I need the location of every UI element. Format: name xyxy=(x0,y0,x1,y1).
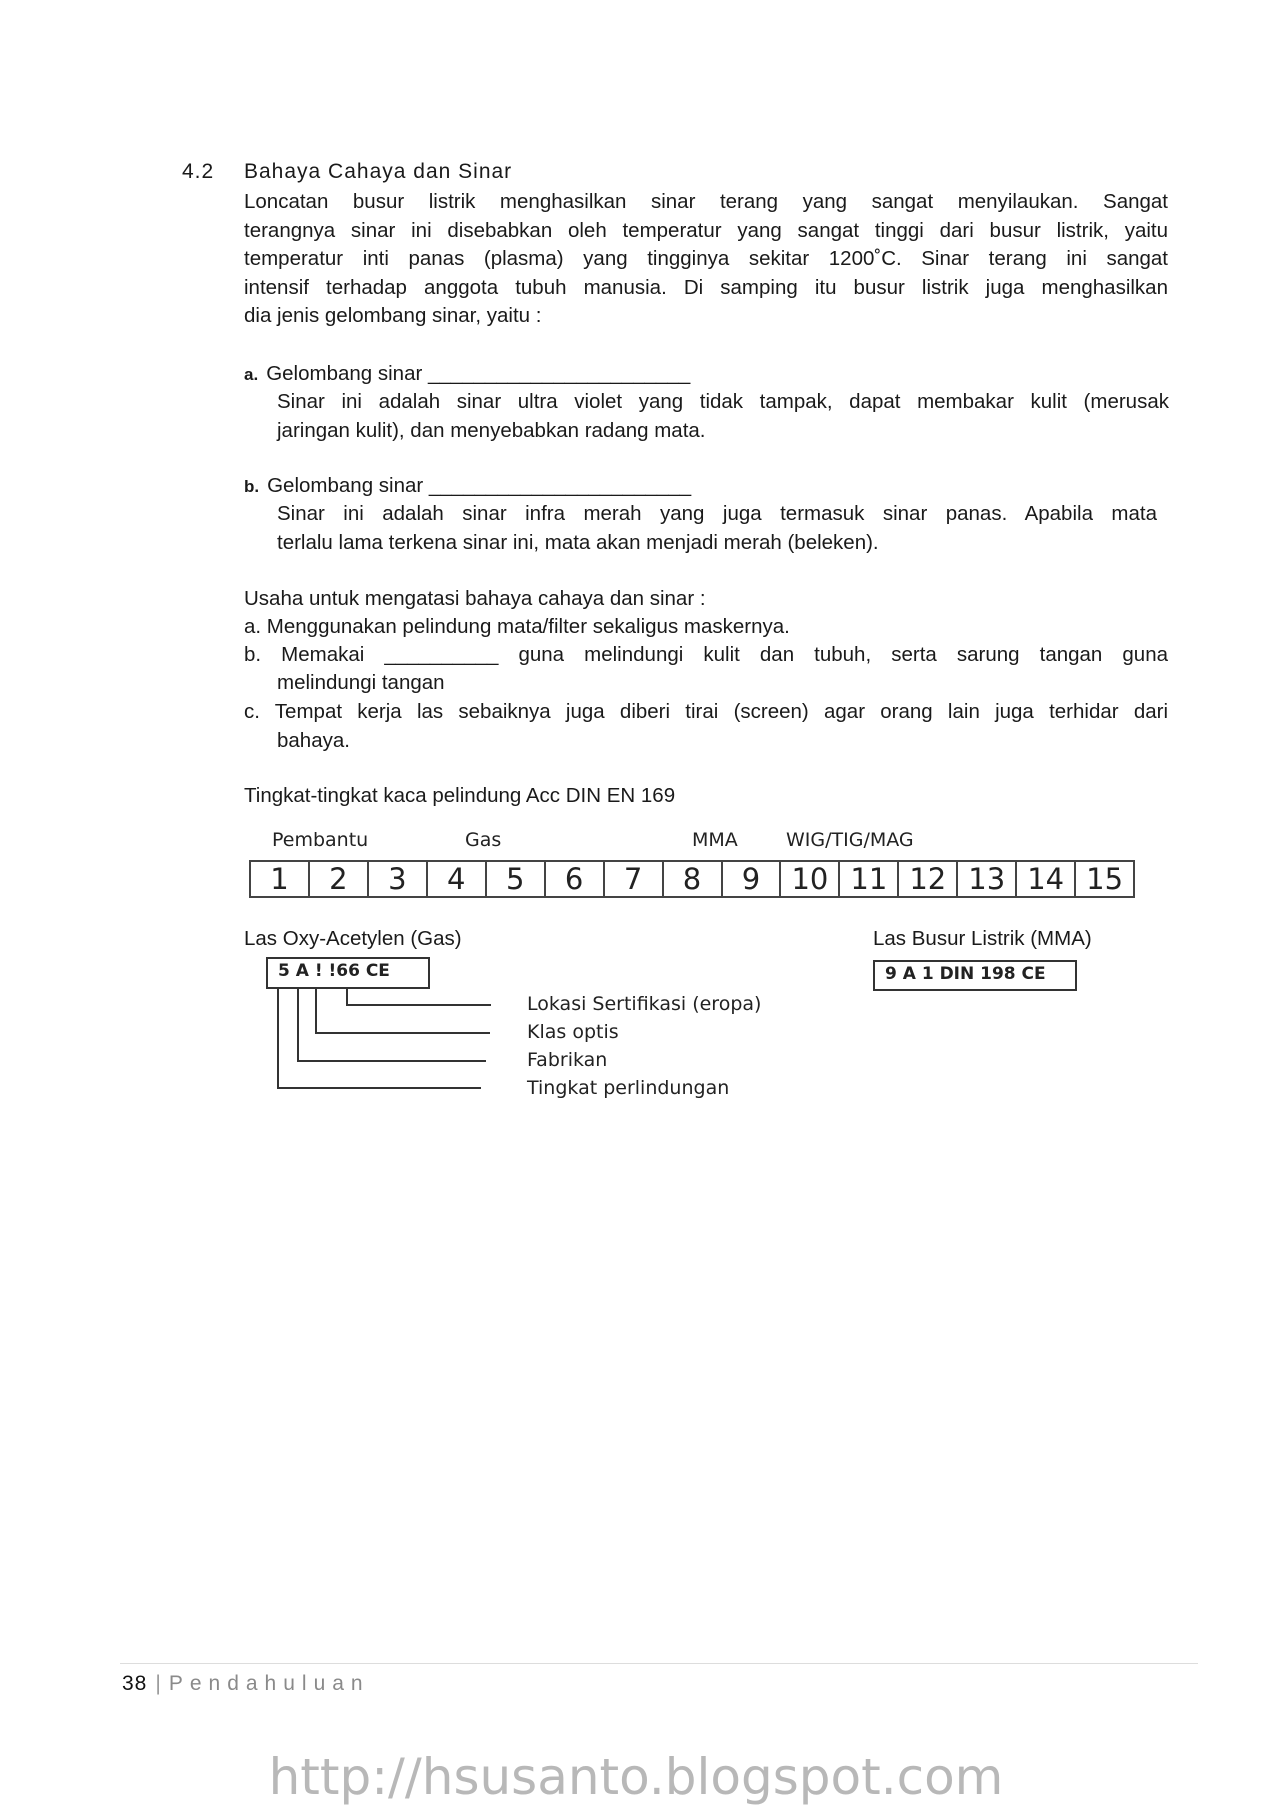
mitigation-item-c-line2: bahaya. xyxy=(277,729,350,752)
list-label: b. xyxy=(244,477,260,496)
connector-line xyxy=(346,1004,491,1006)
footer-divider xyxy=(120,1663,1198,1664)
scale-level: 13 xyxy=(958,862,1017,896)
description-line: jaringan kulit), dan menyebabkan radang mata. xyxy=(277,418,706,442)
scale-level: 10 xyxy=(781,862,840,896)
scale-level: 8 xyxy=(664,862,723,896)
legend-optical-class: Klas optis xyxy=(527,1021,619,1043)
description-line: Sinar ini adalah sinar infra merah yang juga termasuk sinar panas. Apabila mata xyxy=(277,502,1157,525)
mitigation-item-b-line1: b. Memakai __________ guna melindungi kulit dan tubuh, serta sarung tangan guna xyxy=(244,643,1168,666)
scale-level: 5 xyxy=(487,862,546,896)
legend-protection-level: Tingkat perlindungan xyxy=(527,1077,730,1099)
wave-b-title xyxy=(244,472,691,502)
connector-line xyxy=(277,989,279,1089)
scale-level: 15 xyxy=(1086,862,1124,896)
legend-manufacturer: Fabrikan xyxy=(527,1049,608,1071)
section-title: Bahaya Cahaya dan Sinar xyxy=(244,160,513,183)
scale-level: 11 xyxy=(840,862,899,896)
connector-line xyxy=(277,1087,481,1089)
chapter-name: Pendahuluan xyxy=(168,1672,370,1695)
scale-level: 14 xyxy=(1017,862,1076,896)
description-line: Sinar ini adalah sinar ultra violet yang tidak tampak, dapat membakar kulit (merusak xyxy=(277,390,1169,413)
paragraph-line: terangnya sinar ini disebabkan oleh temperatur yang sangat tinggi dari busur listrik, yaitu xyxy=(244,218,1168,242)
scale-level: 12 xyxy=(899,862,958,896)
mitigation-item-a: a. Menggunakan pelindung mata/filter sekaligus maskernya. xyxy=(244,615,790,638)
scale-header-wig: WIG/TIG/MAG xyxy=(786,829,914,851)
scale-header-mma: MMA xyxy=(692,829,738,851)
scale-header-gas: Gas xyxy=(465,829,502,851)
paragraph-line: dia jenis gelombang sinar, yaitu : xyxy=(244,304,542,327)
scale-header-pembantu: Pembantu xyxy=(272,829,369,851)
legend-certification-location: Lokasi Sertifikasi (eropa) xyxy=(527,993,762,1015)
connector-line xyxy=(297,989,299,1062)
scale-level: 1 xyxy=(251,862,310,896)
section-number: 4.2 xyxy=(182,160,215,183)
shade-scale-caption: Tingkat-tingkat kaca pelindung Acc DIN EN 169 xyxy=(244,784,676,807)
page-number: 38 xyxy=(122,1672,148,1695)
intro-paragraph xyxy=(244,188,1168,331)
watermark-url: http://hsusanto.blogspot.com xyxy=(268,1748,1004,1806)
mitigation-intro: Usaha untuk mengatasi bahaya cahaya dan sinar : xyxy=(244,587,706,610)
paragraph-line: intensif terhadap anggota tubuh manusia. Di samping itu busur listrik juga menghasilkan xyxy=(244,275,1168,299)
connector-line xyxy=(315,989,317,1034)
scale-level: 7 xyxy=(605,862,664,896)
arc-welding-title: Las Busur Listrik (MMA) xyxy=(873,927,1092,950)
arc-code-box: 9 A 1 DIN 198 CE xyxy=(873,960,1077,991)
paragraph-line: Loncatan busur listrik menghasilkan sinar terang yang sangat menyilaukan. Sangat xyxy=(244,190,1168,213)
paragraph-line: temperatur inti panas (plasma) yang tingginya sekitar 1200˚C. Sinar terang ini sangat xyxy=(244,247,1168,270)
gas-welding-title: Las Oxy-Acetylen (Gas) xyxy=(244,927,462,950)
wave-b-description xyxy=(277,500,1157,557)
wave-a-description xyxy=(277,388,1169,445)
mitigation-item-c-line1: c. Tempat kerja las sebaiknya juga diberi tirai (screen) agar orang lain juga terhidar dari xyxy=(244,700,1168,723)
page-footer xyxy=(122,1672,370,1696)
wave-a-title-text: Gelombang sinar _______________________ xyxy=(266,362,691,385)
scale-level: 3 xyxy=(369,862,428,896)
description-line: terlalu lama terkena sinar ini, mata akan menjadi merah (beleken). xyxy=(277,530,879,554)
connector-line xyxy=(297,1060,486,1062)
gas-code-box: 5 A ! !66 CE xyxy=(266,957,430,989)
scale-level: 4 xyxy=(428,862,487,896)
scale-level: 9 xyxy=(723,862,782,896)
wave-b-title-text: Gelombang sinar _______________________ xyxy=(267,474,692,497)
wave-a-title xyxy=(244,360,690,390)
shade-scale xyxy=(249,860,1135,898)
scale-level: 2 xyxy=(310,862,369,896)
footer-separator: | xyxy=(155,1672,161,1695)
mitigation-item-b-line2: melindungi tangan xyxy=(277,671,445,694)
connector-line xyxy=(315,1032,490,1034)
list-label: a. xyxy=(244,365,259,384)
scale-level: 6 xyxy=(546,862,605,896)
